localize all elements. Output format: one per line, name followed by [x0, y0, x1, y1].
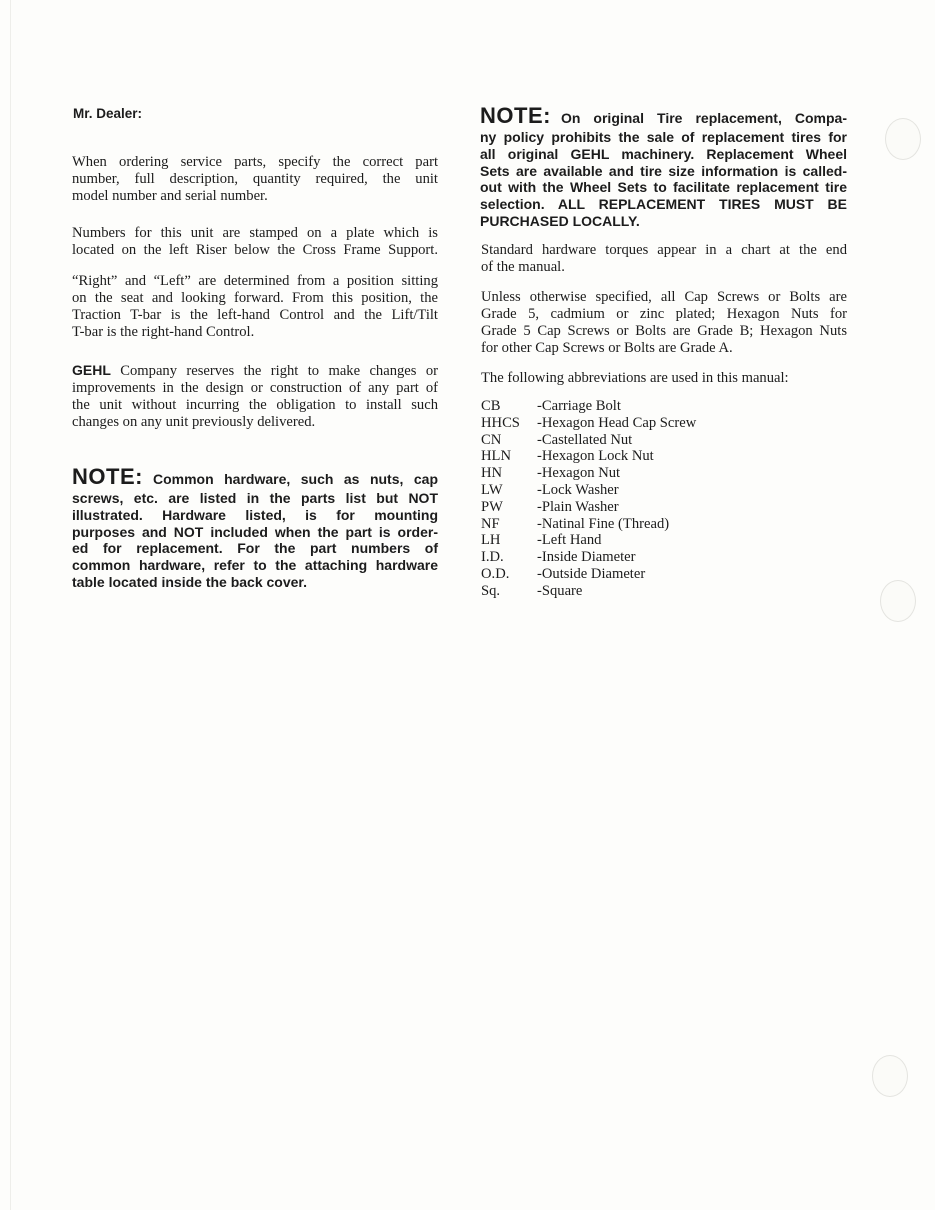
text-line: “Right” and “Left” are determined from a position sitting [72, 273, 438, 289]
text-line: Numbers for this unit are stamped on a plate which is [72, 225, 438, 241]
text-line: Company reserves the right to make changes or [110, 363, 438, 379]
note-label: NOTE: [72, 464, 143, 489]
text-line: purposes and NOT included when the part is order- [72, 523, 438, 540]
brand-gehl: GEHL [72, 362, 111, 378]
abbreviation-meaning: -Natinal Fine (Thread) [537, 515, 670, 532]
text-line: located on the left Riser below the Cross Frame Support. [72, 242, 438, 258]
paragraph-grades [481, 289, 847, 357]
paragraph-gehl-rights [72, 362, 438, 431]
text-line: on the seat and looking forward. From this position, the [72, 290, 438, 306]
text-line: Grade 5 Cap Screws or Bolts are Grade B; Hexagon Nuts [481, 323, 847, 339]
text-line: On original Tire replacement, Compa- [560, 110, 847, 126]
text-line: Standard hardware torques appear in a chart at the end [481, 242, 847, 258]
note-common-hardware [72, 466, 438, 591]
text-line: T-bar is the right-hand Control. [72, 324, 255, 340]
abbreviation-term: HHCS [481, 414, 520, 431]
abbreviation-term: I.D. [481, 549, 504, 566]
text-line: of the manual. [481, 259, 565, 275]
note-tire-replacement [480, 105, 847, 230]
abbreviation-row [481, 532, 696, 549]
abbreviation-meaning: -Lock Washer [537, 481, 619, 498]
abbreviation-row [481, 566, 696, 583]
abbreviation-meaning: -Left Hand [537, 532, 602, 549]
abbreviation-row [481, 499, 696, 516]
note-label: NOTE: [480, 103, 551, 128]
abbreviation-meaning: -Outside Diameter [537, 565, 646, 582]
abbreviation-row [481, 432, 696, 449]
abbreviation-term: NF [481, 515, 500, 532]
abbreviation-row [481, 398, 696, 415]
paragraph-ordering [72, 154, 438, 205]
abbreviation-term: HLN [481, 448, 511, 465]
text-line: screws, etc. are listed in the parts list but NOT [72, 490, 438, 506]
abbreviation-term: LW [481, 481, 503, 498]
text-line: common hardware, refer to the attaching hardware [72, 557, 438, 574]
text-line: table located inside the back cover. [72, 573, 307, 590]
hole-punch-mark [872, 1055, 908, 1097]
text-line: improvements in the design or construction of any part of [72, 380, 438, 396]
abbreviation-meaning: -Plain Washer [537, 498, 619, 515]
abbreviation-term: HN [481, 465, 503, 482]
abbreviation-meaning: -Castellated Nut [537, 431, 633, 448]
abbreviation-row [481, 448, 696, 465]
text-line: Unless otherwise specified, all Cap Screws or Bolts are [481, 289, 847, 305]
text-line: Sets are available and tire size information is called- [480, 162, 847, 179]
abbreviation-row [481, 583, 696, 600]
abbreviation-term: CN [481, 431, 502, 448]
text-line: Traction T-bar is the left-hand Control and the Lift/Tilt [72, 307, 438, 323]
abbreviation-meaning: -Hexagon Head Cap Screw [537, 414, 697, 431]
text-line: When ordering service parts, specify the correct part [72, 154, 438, 170]
hole-punch-mark [880, 580, 916, 622]
abbreviation-meaning: -Inside Diameter [537, 549, 636, 566]
hole-punch-mark [885, 118, 921, 160]
text-line: ed for replacement. For the part numbers of [72, 540, 438, 557]
paragraph-torques [481, 242, 847, 276]
abbreviation-term: O.D. [481, 565, 510, 582]
abbreviation-term: LH [481, 532, 501, 549]
text-line: the unit without incurring the obligation to install such [72, 397, 438, 413]
abbreviation-term: CB [481, 398, 501, 414]
abbreviation-row [481, 549, 696, 566]
text-line: ny policy prohibits the sale of replacement tires for [480, 129, 847, 145]
abbreviation-term: PW [481, 498, 503, 515]
paragraph-right-left [72, 273, 438, 341]
salutation: Mr. Dealer: [73, 106, 143, 121]
abbreviation-row [481, 465, 696, 482]
abbreviation-term: Sq. [481, 582, 501, 599]
abbreviation-meaning: -Carriage Bolt [537, 398, 621, 414]
text-line: selection. ALL REPLACEMENT TIRES MUST BE [480, 196, 847, 213]
abbreviation-row [481, 516, 696, 533]
text-line: Common hardware, such as nuts, cap [152, 471, 438, 487]
abbreviation-meaning: -Square [537, 582, 583, 599]
text-line: all original GEHL machinery. Replacement Wheel [480, 145, 847, 162]
text-line: PURCHASED LOCALLY. [480, 212, 640, 229]
abbreviation-meaning: -Hexagon Nut [537, 465, 621, 482]
text-line: for other Cap Screws or Bolts are Grade A. [481, 340, 733, 356]
text-line: Grade 5, cadmium or zinc plated; Hexagon Nuts for [481, 306, 847, 322]
abbreviation-row [481, 482, 696, 499]
text-line: changes on any unit previously delivered. [72, 414, 316, 430]
text-line: illustrated. Hardware listed, is for mounting [72, 506, 438, 523]
text-line: number, full description, quantity required, the unit [72, 171, 438, 187]
scan-edge [10, 0, 11, 1210]
paragraph-numbers [72, 225, 438, 259]
abbreviations-intro: The following abbreviations are used in this manual: [481, 370, 789, 386]
abbreviations-list [481, 398, 696, 600]
abbreviation-meaning: -Hexagon Lock Nut [537, 448, 654, 465]
abbreviation-row [481, 415, 696, 432]
text-line: out with the Wheel Sets to facilitate replacement tire [480, 179, 847, 196]
text-line: model number and serial number. [72, 188, 268, 204]
